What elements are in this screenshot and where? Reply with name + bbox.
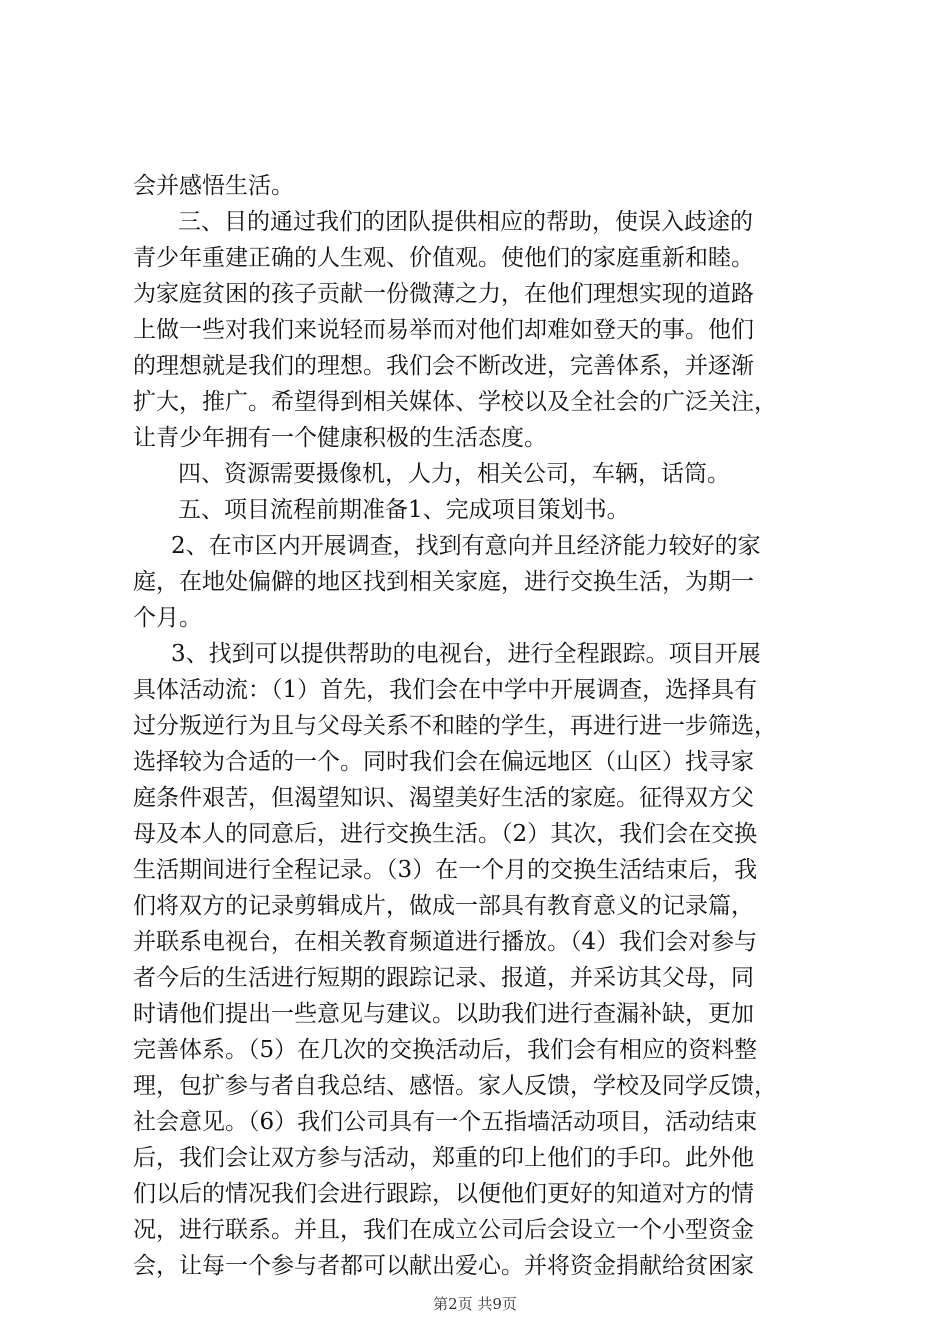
body-line: 具体活动流：（1）首先，我们会在中学中开展调查，选择具有 <box>133 677 758 703</box>
body-line: 生活期间进行全程记录。（3）在一个月的交换生活结束后，我 <box>133 857 758 883</box>
body-line: 的理想就是我们的理想。我们会不断改进，完善体系，并逐渐 <box>133 353 754 379</box>
body-line: 青少年重建正确的人生观、价值观。使他们的家庭重新和睦。 <box>133 245 754 271</box>
body-line: 五、项目流程前期准备1、完成项目策划书。 <box>178 497 630 523</box>
body-line: 会，让每一个参与者都可以献出爱心。并将资金捐献给贫困家 <box>133 1253 754 1279</box>
body-line: 完善体系。（5）在几次的交换活动后，我们会有相应的资料整 <box>133 1037 758 1063</box>
body-line: 过分叛逆行为且与父母关系不和睦的学生，再进行进一步筛选， <box>133 713 777 739</box>
body-line: 让青少年拥有一个健康积极的生活态度。 <box>133 425 547 451</box>
body-line: 们以后的情况我们会进行跟踪，以便他们更好的知道对方的情 <box>133 1181 754 1207</box>
body-line: 为家庭贫困的孩子贡献一份微薄之力，在他们理想实现的道路 <box>133 281 754 307</box>
body-line: 上做一些对我们来说轻而易举而对他们却难如登天的事。他们 <box>133 317 754 343</box>
page-footer: 第2页 共9页 <box>433 1295 517 1313</box>
body-line: 会并感悟生活。 <box>133 173 294 199</box>
body-line: 庭条件艰苦，但渴望知识、渴望美好生活的家庭。征得双方父 <box>133 785 754 811</box>
body-line: 四、资源需要摄像机，人力，相关公司，车辆，话筒。 <box>178 461 730 487</box>
body-line: 并联系电视台，在相关教育频道进行播放。（4）我们会对参与 <box>133 929 758 955</box>
body-line: 庭，在地处偏僻的地区找到相关家庭，进行交换生活，为期一 <box>133 569 754 595</box>
body-line: 理，包扩参与者自我总结、感悟。家人反馈，学校及同学反馈， <box>133 1073 777 1099</box>
body-line: 个月。 <box>133 605 202 631</box>
body-line: 况，进行联系。并且，我们在成立公司后会设立一个小型资金 <box>133 1217 754 1243</box>
body-line: 们将双方的记录剪辑成片，做成一部具有教育意义的记录篇， <box>133 893 754 919</box>
body-line: 母及本人的同意后，进行交换生活。（2）其次，我们会在交换 <box>133 821 758 847</box>
body-line: 3、找到可以提供帮助的电视台，进行全程跟踪。项目开展 <box>171 641 761 667</box>
body-line: 选择较为合适的一个。同时我们会在偏远地区（山区）找寻家 <box>133 749 754 775</box>
body-line: 2、在市区内开展调查，找到有意向并且经济能力较好的家 <box>171 533 761 559</box>
body-line: 时请他们提出一些意见与建议。以助我们进行查漏补缺，更加 <box>133 1001 754 1027</box>
body-line: 后，我们会让双方参与活动，郑重的印上他们的手印。此外他 <box>133 1145 754 1171</box>
body-line: 者今后的生活进行短期的跟踪记录、报道，并采访其父母，同 <box>133 965 754 991</box>
body-line: 三、目的通过我们的团队提供相应的帮助，使误入歧途的 <box>178 209 753 235</box>
body-line: 扩大，推广。希望得到相关媒体、学校以及全社会的广泛关注， <box>133 389 777 415</box>
body-line: 社会意见。（6）我们公司具有一个五指墙活动项目，活动结束 <box>133 1109 758 1135</box>
